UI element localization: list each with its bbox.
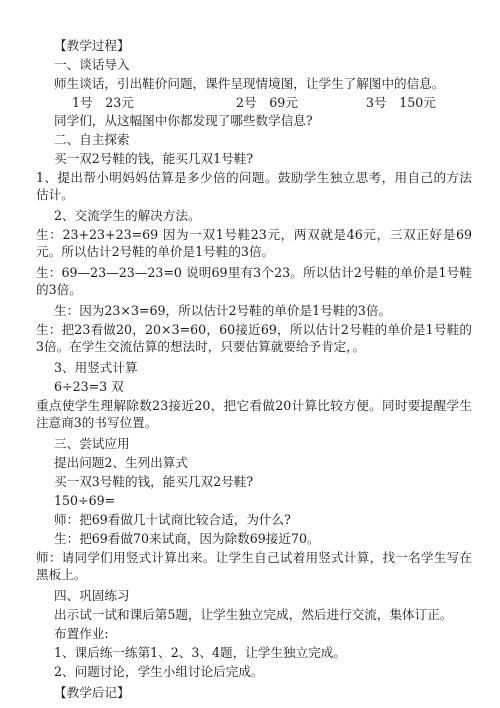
paragraph: 师：把69看做几十试商比较合适，为什么? — [54, 512, 291, 527]
price-size-1: 1号 23元 — [72, 95, 134, 110]
paragraph: 买一双3号鞋的钱，能买几双2号鞋? — [54, 474, 254, 489]
paragraph: 出示试一试和课后第5题，让学生独立完成，然后进行交流，集体订正。 — [54, 607, 453, 622]
paragraph: 买一双2号鞋的钱，能买几双1号鞋? — [54, 151, 254, 166]
paragraph: 师生谈话，引出鞋价问题，课件呈现情境图，让学生了解图中的信息。 — [54, 76, 445, 91]
homework-item: 1、课后练一练第1、2、3、4题，让学生独立完成。 — [54, 645, 346, 660]
heading-intro: 一、谈话导入 — [54, 57, 130, 72]
homework-heading: 布置作业: — [54, 626, 109, 641]
equation: 150÷69= — [54, 493, 116, 508]
paragraph: 生：23+23+23=69 因为一双1号鞋23元，两双就是46元，三双正好是69元。所以估计2号鞋的单价是1号鞋的3倍。 — [36, 227, 472, 259]
paragraph: 提出问题2、生列出算式 — [54, 455, 188, 470]
paragraph: 生：把69看做70来试商，因为除数69接近70。 — [54, 531, 320, 546]
heading-apply: 三、尝试应用 — [54, 436, 130, 451]
paragraph: 重点使学生理解除数23接近20，把它看做20计算比较方便。同时要提醒学生注意商3的书写位置。 — [36, 398, 472, 430]
heading-practice: 四、巩固练习 — [54, 588, 130, 603]
section-heading-notes: 【教学后记】 — [54, 685, 130, 700]
paragraph: 生：69—23—23—23=0 说明69里有3个23。所以估计2号鞋的单价是1号鞋的3倍。 — [36, 265, 472, 297]
paragraph: 生：因为23×3=69，所以估计2号鞋的单价是1号鞋的3倍。 — [54, 303, 392, 318]
homework-item: 2、问题讨论，学生小组讨论后完成。 — [54, 664, 264, 679]
paragraph: 师：请同学们用竖式计算出来。让学生自己试着用竖式计算，找一名学生写在黑板上。 — [36, 550, 472, 582]
heading-vertical-calc: 3、用竖式计算 — [54, 360, 138, 375]
paragraph: 生：把23看做20，20×3=60，60接近69，所以估计2号鞋的单价是1号鞋的3倍。在学生交流估算的想法时，只要估算就要给予肯定，。 — [36, 322, 472, 354]
section-heading-process: 【教学过程】 — [54, 38, 130, 53]
equation: 6÷23=3 双 — [54, 379, 124, 394]
heading-explore: 二、自主探索 — [54, 132, 130, 147]
paragraph: 1、提出帮小明妈妈估算是多少倍的问题。鼓励学生独立思考，用自己的方法估计。 — [36, 170, 472, 202]
paragraph: 2、交流学生的解决方法。 — [54, 208, 201, 223]
price-size-3: 3号 150元 — [366, 95, 436, 110]
paragraph: 同学们，从这幅图中你都发现了哪些数学信息? — [54, 113, 313, 128]
price-size-2: 2号 69元 — [236, 95, 298, 110]
